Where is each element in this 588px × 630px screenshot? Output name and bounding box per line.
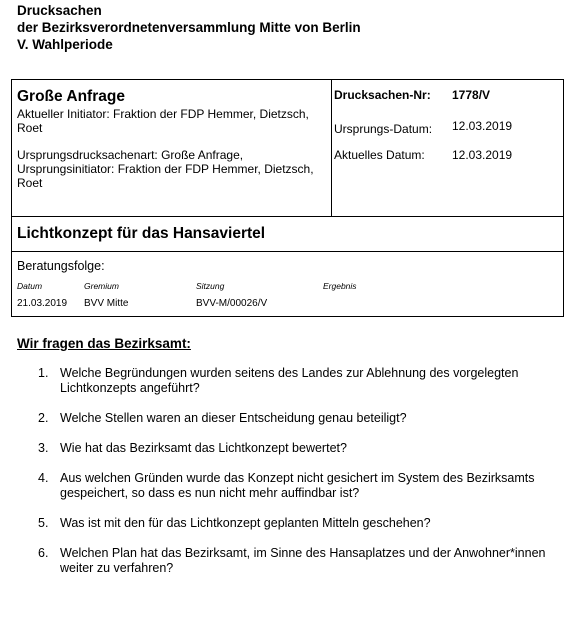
question-number: 1.: [38, 366, 49, 380]
origin-text: Ursprungsdrucksachenart: Große Anfrage, Ursprungsinitiator: Fraktion der FDP Hemmer, Dietzsch, Roet: [17, 148, 314, 190]
column-header-session: Sitzung: [196, 281, 225, 291]
question-number: 4.: [38, 471, 49, 485]
header-line-1: Drucksachen: [17, 3, 102, 18]
question-text: Welchen Plan hat das Bezirksamt, im Sinne des Hansaplatzes und der Anwohner*innen weiter zu verfahren?: [60, 546, 546, 575]
question-list: [38, 366, 558, 591]
current-date-label: Aktuelles Datum:: [334, 148, 425, 162]
question-number: 2.: [38, 411, 49, 425]
consultation-committee: BVV Mitte: [84, 298, 129, 309]
beratungsfolge-section: [12, 252, 563, 316]
question-item: [38, 366, 558, 396]
question-text: Was ist mit den für das Lichtkonzept geplanten Mitteln geschehen?: [60, 516, 431, 530]
question-item: [38, 546, 558, 576]
question-number: 5.: [38, 516, 49, 530]
question-text: Aus welchen Gründen wurde das Konzept nicht gesichert im System des Bezirksamts gespeichert, so dass es nun nicht mehr auffindbar ist?: [60, 471, 535, 500]
document-subject: Lichtkonzept für das Hansaviertel: [17, 225, 266, 242]
question-item: [38, 471, 558, 501]
subject-row: [12, 217, 563, 252]
info-row: [12, 80, 563, 217]
document-header: [17, 2, 361, 53]
origin-date-value: 12.03.2019: [452, 119, 513, 133]
question-item: [38, 411, 558, 426]
questions-heading: Wir fragen das Bezirksamt:: [17, 336, 191, 351]
header-line-2: der Bezirksverordnetenversammlung Mitte von Berlin: [17, 20, 361, 35]
origin-date-label: Ursprungs-Datum:: [334, 122, 433, 136]
column-header-committee: Gremium: [84, 281, 119, 291]
question-item: [38, 441, 558, 456]
question-number: 3.: [38, 441, 49, 455]
document-info-table: [11, 79, 564, 317]
document-number-value: 1778/V: [452, 88, 491, 102]
current-date-value: 12.03.2019: [452, 148, 513, 162]
question-item: [38, 516, 558, 531]
document-type: Große Anfrage: [17, 88, 125, 105]
beratungsfolge-title: Beratungsfolge:: [17, 259, 105, 273]
question-number: 6.: [38, 546, 49, 560]
question-text: Wie hat das Bezirksamt das Lichtkonzept bewertet?: [60, 441, 347, 455]
header-line-3: V. Wahlperiode: [17, 37, 113, 52]
document-number-label: Drucksachen-Nr:: [334, 88, 431, 102]
question-text: Welche Begründungen wurden seitens des Landes zur Ablehnung des vorgelegten Lichtkonzepts angeführt?: [60, 366, 519, 395]
consultation-session: BVV-M/00026/V: [196, 298, 268, 309]
column-header-result: Ergebnis: [323, 281, 357, 291]
column-header-date: Datum: [17, 281, 43, 291]
info-left-cell: [12, 80, 332, 216]
initiator-text: Aktueller Initiator: Fraktion der FDP Hemmer, Dietzsch, Roet: [17, 107, 309, 135]
consultation-date: 21.03.2019: [17, 298, 68, 309]
question-text: Welche Stellen waren an dieser Entscheidung genau beteiligt?: [60, 411, 407, 425]
